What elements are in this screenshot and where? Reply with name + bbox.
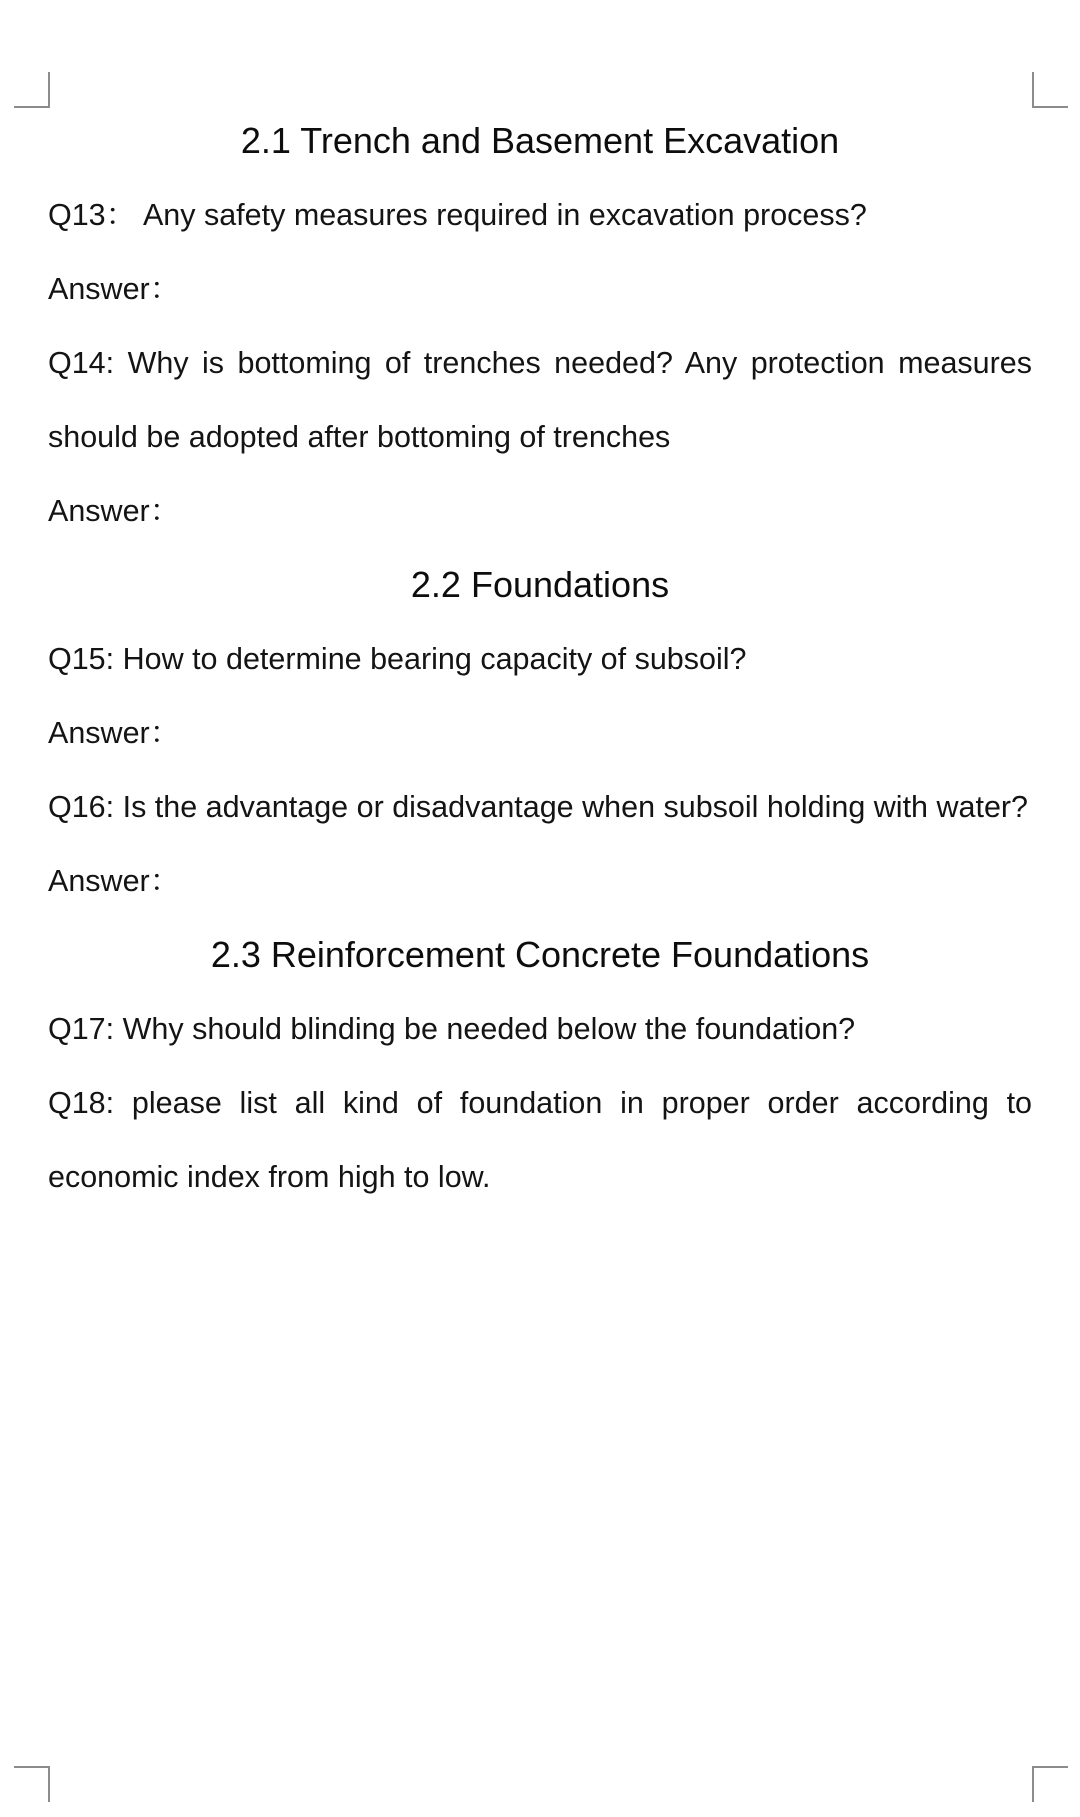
question-q17: Q17: Why should blinding be needed below the foundation? <box>48 1012 856 1046</box>
answer-label-q15: Answer： <box>48 716 181 750</box>
question-q14: Q14: Why is bottoming of trenches needed? Any protection measures should be adopted after bottoming of trenches <box>48 346 1032 454</box>
section-heading-2-3: 2.3 Reinforcement Concrete Foundations <box>210 934 870 975</box>
answer-label-q13: Answer： <box>48 272 181 306</box>
section-heading-2-2: 2.2 Foundations <box>410 564 670 605</box>
question-q16: Q16: Is the advantage or disadvantage when subsoil holding with water? <box>48 790 1029 824</box>
corner-mark-top-left <box>14 72 50 108</box>
question-q18: Q18: please list all kind of foundation in proper order according to economic index from high to low. <box>48 1086 1032 1194</box>
answer-label-q14: Answer： <box>48 494 181 528</box>
corner-mark-top-right <box>1032 72 1068 108</box>
question-q13: Q13： Any safety measures required in excavation process? <box>48 198 867 232</box>
section-heading-2-1: 2.1 Trench and Basement Excavation <box>240 120 840 161</box>
question-q15: Q15: How to determine bearing capacity of subsoil? <box>48 642 747 676</box>
corner-mark-bottom-right <box>1032 1766 1068 1802</box>
document-body <box>48 104 1032 1214</box>
corner-mark-bottom-left <box>14 1766 50 1802</box>
answer-label-q16: Answer： <box>48 864 181 898</box>
